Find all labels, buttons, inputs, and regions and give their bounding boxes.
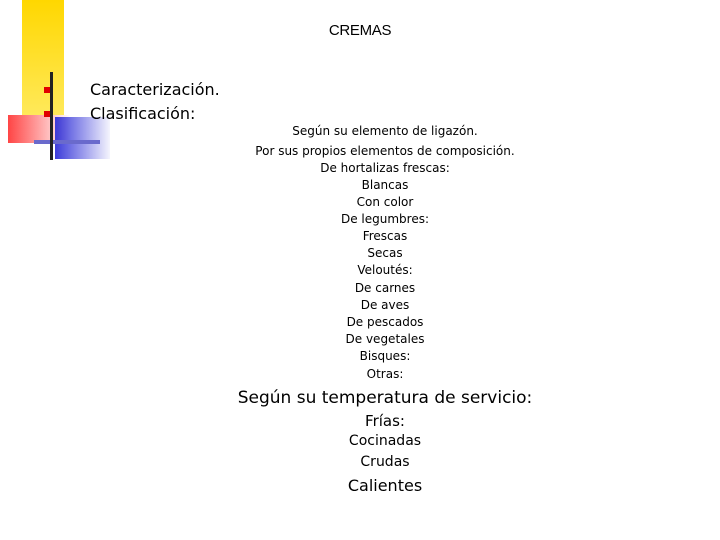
classification-line: Otras: — [366, 367, 404, 381]
classification-line: De hortalizas frescas: — [320, 161, 450, 175]
classification-line: Secas — [367, 246, 403, 260]
classification-line: De aves — [360, 298, 410, 312]
bullet-text: Clasificación: — [90, 104, 196, 123]
classification-line: Con color — [356, 195, 414, 209]
slide-title: CREMAS — [328, 22, 392, 39]
bullet-list — [40, 78, 220, 126]
classification-line: Crudas — [360, 454, 410, 470]
classification-line: Por sus propios elementos de composición. — [255, 144, 515, 158]
classification-line: Veloutés: — [357, 263, 413, 277]
section-heading: Según su temperatura de servicio: — [237, 388, 533, 408]
classification-line: De carnes — [354, 281, 416, 295]
classification-line: Bisques: — [359, 349, 411, 363]
bullet-marker — [44, 111, 50, 117]
classification-line: Cocinadas — [348, 433, 422, 449]
classification-line: Frescas — [362, 229, 408, 243]
classification-line: Según su elemento de ligazón. — [292, 124, 478, 138]
bullet-marker — [44, 87, 50, 93]
classification-line: De vegetales — [345, 332, 425, 346]
classification-line: De pescados — [346, 315, 424, 329]
classification-line: Calientes — [347, 476, 423, 495]
bullet-text: Caracterización. — [90, 80, 220, 99]
classification-line: Frías: — [365, 412, 405, 430]
classification-line: De legumbres: — [340, 212, 430, 226]
bullet-item — [40, 78, 220, 102]
classification-line: Blancas — [361, 178, 409, 192]
